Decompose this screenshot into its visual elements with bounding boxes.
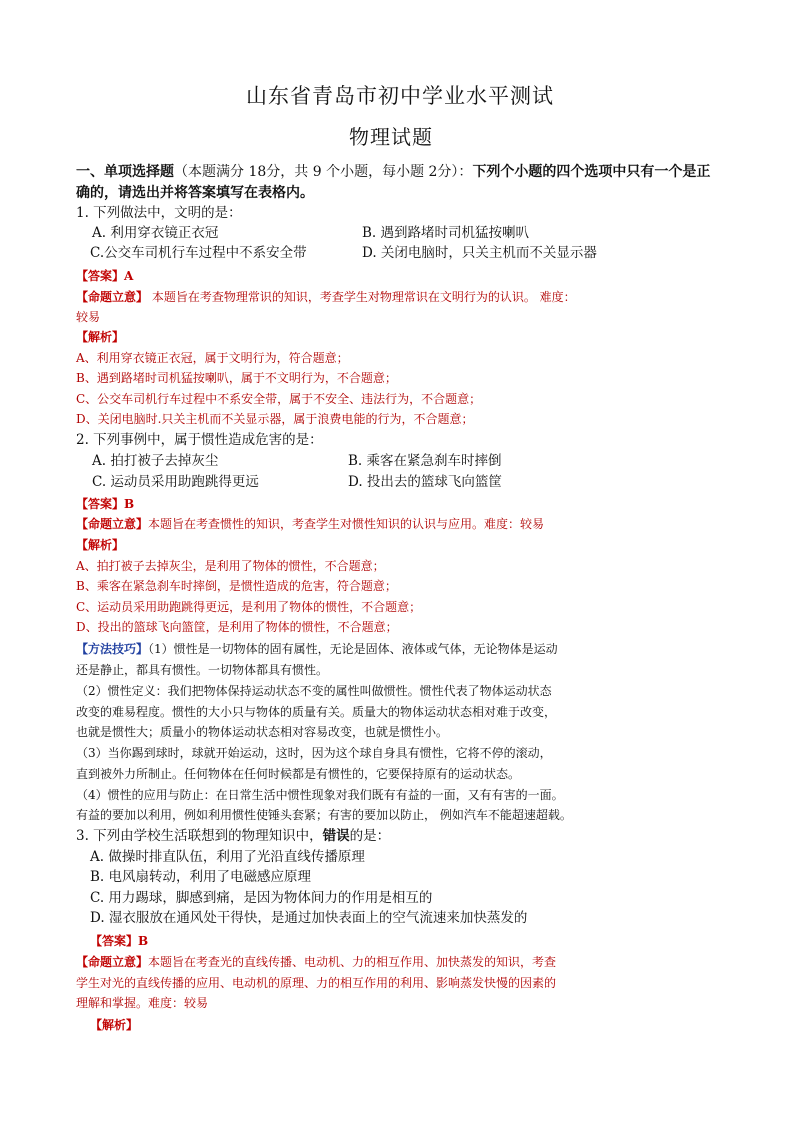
section-heading <box>76 165 710 179</box>
section-heading-label: 一、单项选择题 <box>76 164 174 180</box>
question-1-intent-label: 【命题立意】 <box>76 290 149 304</box>
question-2-explanation-b: B、乘客在紧急刹车时摔倒，是惯性造成的危害，符合题意； <box>76 579 397 593</box>
question-3-intent-line-3: 理解和掌握。难度：较易 <box>76 996 209 1010</box>
question-2-explanation-c: C、运动员采用助跑跳得更远，是利用了物体的惯性，不合题意； <box>76 600 422 614</box>
question-2-tips-line-2: 还是静止，都具有惯性。一切物体都具有惯性。 <box>76 663 329 677</box>
question-3-option-d: D. 湿衣服放在通风处干得快，是通过加快表面上的空气流速来加快蒸发的 <box>90 910 528 926</box>
question-1-answer: 【答案】A <box>76 269 134 283</box>
question-3-answer: 【答案】B <box>90 934 149 948</box>
question-2-option-d: D. 投出去的篮球飞向篮筐 <box>348 474 502 490</box>
page-title: 山东省青岛市初中学业水平测试 <box>246 84 554 108</box>
question-2-tips-line-7: 直到被外力所制止。任何物体在任何时候都是有惯性的，它要保持原有的运动状态。 <box>76 767 521 781</box>
question-3-stem-pre: 3. 下列由学校生活联想到的物理知识中， <box>76 828 323 844</box>
question-1-option-b: B. 遇到路堵时司机猛按喇叭 <box>362 225 530 241</box>
question-3-option-b: B. 电风扇转动，利用了电磁感应原理 <box>90 869 312 885</box>
question-2-option-c: C. 运动员采用助跑跳得更远 <box>92 474 259 490</box>
question-2-explanation-d: D、投出的篮球飞向篮筐，是利用了物体的惯性，不合题意； <box>76 620 398 634</box>
question-2-stem: 2. 下列事例中，属于惯性造成危害的是： <box>76 432 323 448</box>
question-2-tips-label: 【方法技巧】 <box>76 642 149 656</box>
question-2-tips-line-5: 也就是惯性大；质量小的物体运动状态相对容易改变，也就是惯性小。 <box>76 725 449 739</box>
question-2-tips-line-8: （4）惯性的应用与防止：在日常生活中惯性现象对我们既有有益的一面，又有有害的一面。 <box>76 788 564 802</box>
question-3-stem-emphasis: 错误 <box>322 828 350 844</box>
question-2-tips-line-3: （2）惯性定义：我们把物体保持运动状态不变的属性叫做惯性。惯性代表了物体运动状态 <box>76 684 552 698</box>
question-1-intent-cont: 较易 <box>76 310 101 324</box>
question-2-tips-line-4: 改变的难易程度。惯性的大小只与物体的质量有关。质量大的物体运动状态相对难于改变， <box>76 705 557 719</box>
question-2-analysis-label: 【解析】 <box>76 538 125 552</box>
question-3-analysis-label: 【解析】 <box>90 1018 139 1032</box>
question-2-intent-label: 【命题立意】 <box>76 517 149 531</box>
question-1-option-c: C.公交车司机行车过程中不系安全带 <box>90 245 307 261</box>
question-3-option-c: C. 用力踢球，脚感到痛，是因为物体间力的作用是相互的 <box>90 890 433 906</box>
question-2-explanation-a: A、拍打被子去掉灰尘，是利用了物体的惯性，不合题意； <box>76 559 385 573</box>
section-heading-info: （本题满分 18分，共 9 个小题，每小题 2分）： <box>174 164 473 180</box>
question-2-intent <box>76 518 544 530</box>
question-1-analysis-label: 【解析】 <box>76 330 125 344</box>
question-1-intent <box>76 291 576 303</box>
question-1-explanation-a: A、利用穿衣镜正衣冠，属于文明行为，符合题意； <box>76 351 349 365</box>
question-2-option-b: B. 乘客在紧急刹车时摔倒 <box>348 453 502 469</box>
section-heading-instruction: 下列个小题的四个选项中只有一个是正 <box>472 164 711 180</box>
question-2-tips-line-6: （3）当你踢到球时，球就开始运动，这时，因为这个球自身具有惯性，它将不停的滚动， <box>76 746 552 760</box>
question-1-option-a: A. 利用穿衣镜正衣冠 <box>92 225 219 241</box>
question-2-intent-text: 本题旨在考查惯性的知识，考查学生对惯性知识的认识与应用。难度：较易 <box>148 517 545 531</box>
question-1-option-d: D. 关闭电脑时，只关主机而不关显示器 <box>362 245 597 261</box>
question-1-intent-text: 本题旨在考查物理常识的知识，考查学生对物理常识在文明行为的认识。 难度： <box>148 290 576 304</box>
section-heading-instruction-cont: 确的，请选出并将答案填写在表格内。 <box>76 185 314 201</box>
question-3-intent-text: 本题旨在考查光的直线传播、电动机、力的相互作用、加快蒸发的知识，考查 <box>148 955 557 969</box>
question-1-explanation-c: C、公交车司机行车过程中不系安全带，属于不安全、违法行为，不合题意； <box>76 392 482 406</box>
question-3-intent-label: 【命题立意】 <box>76 955 149 969</box>
question-2-answer: 【答案】B <box>76 497 135 511</box>
question-2-option-a: A. 拍打被子去掉灰尘 <box>92 453 219 469</box>
question-1-explanation-b: B、遇到路堵时司机猛按喇叭，属于不文明行为，不合题意； <box>76 371 397 385</box>
question-3-stem <box>76 830 390 844</box>
question-3-intent-line-2: 学生对光的直线传播的应用、电动机的原理、力的相互作用的利用、影响蒸发快慢的因素的 <box>76 976 557 990</box>
question-2-tips-line-9: 有益的要加以利用，例如利用惯性使锤头套紧；有害的要加以防止， 例如汽车不能超速超载。 <box>76 808 572 822</box>
question-2-tips-line-1: （1）惯性是一切物体的固有属性，无论是固体、液体或气体，无论物体是运动 <box>148 642 558 656</box>
question-2-tips <box>76 643 558 655</box>
question-3-option-a: A. 做操时排直队伍，利用了光沿直线传播原理 <box>90 849 365 865</box>
question-1-explanation-d: D、关闭电脑时.只关主机而不关显示器，属于浪费电能的行为，不合题意； <box>76 412 474 426</box>
question-3-intent <box>76 956 556 968</box>
page-subtitle: 物理试题 <box>349 125 433 149</box>
question-1-stem: 1. 下列做法中，文明的是： <box>76 205 242 221</box>
question-3-stem-post: 的是： <box>349 828 391 844</box>
